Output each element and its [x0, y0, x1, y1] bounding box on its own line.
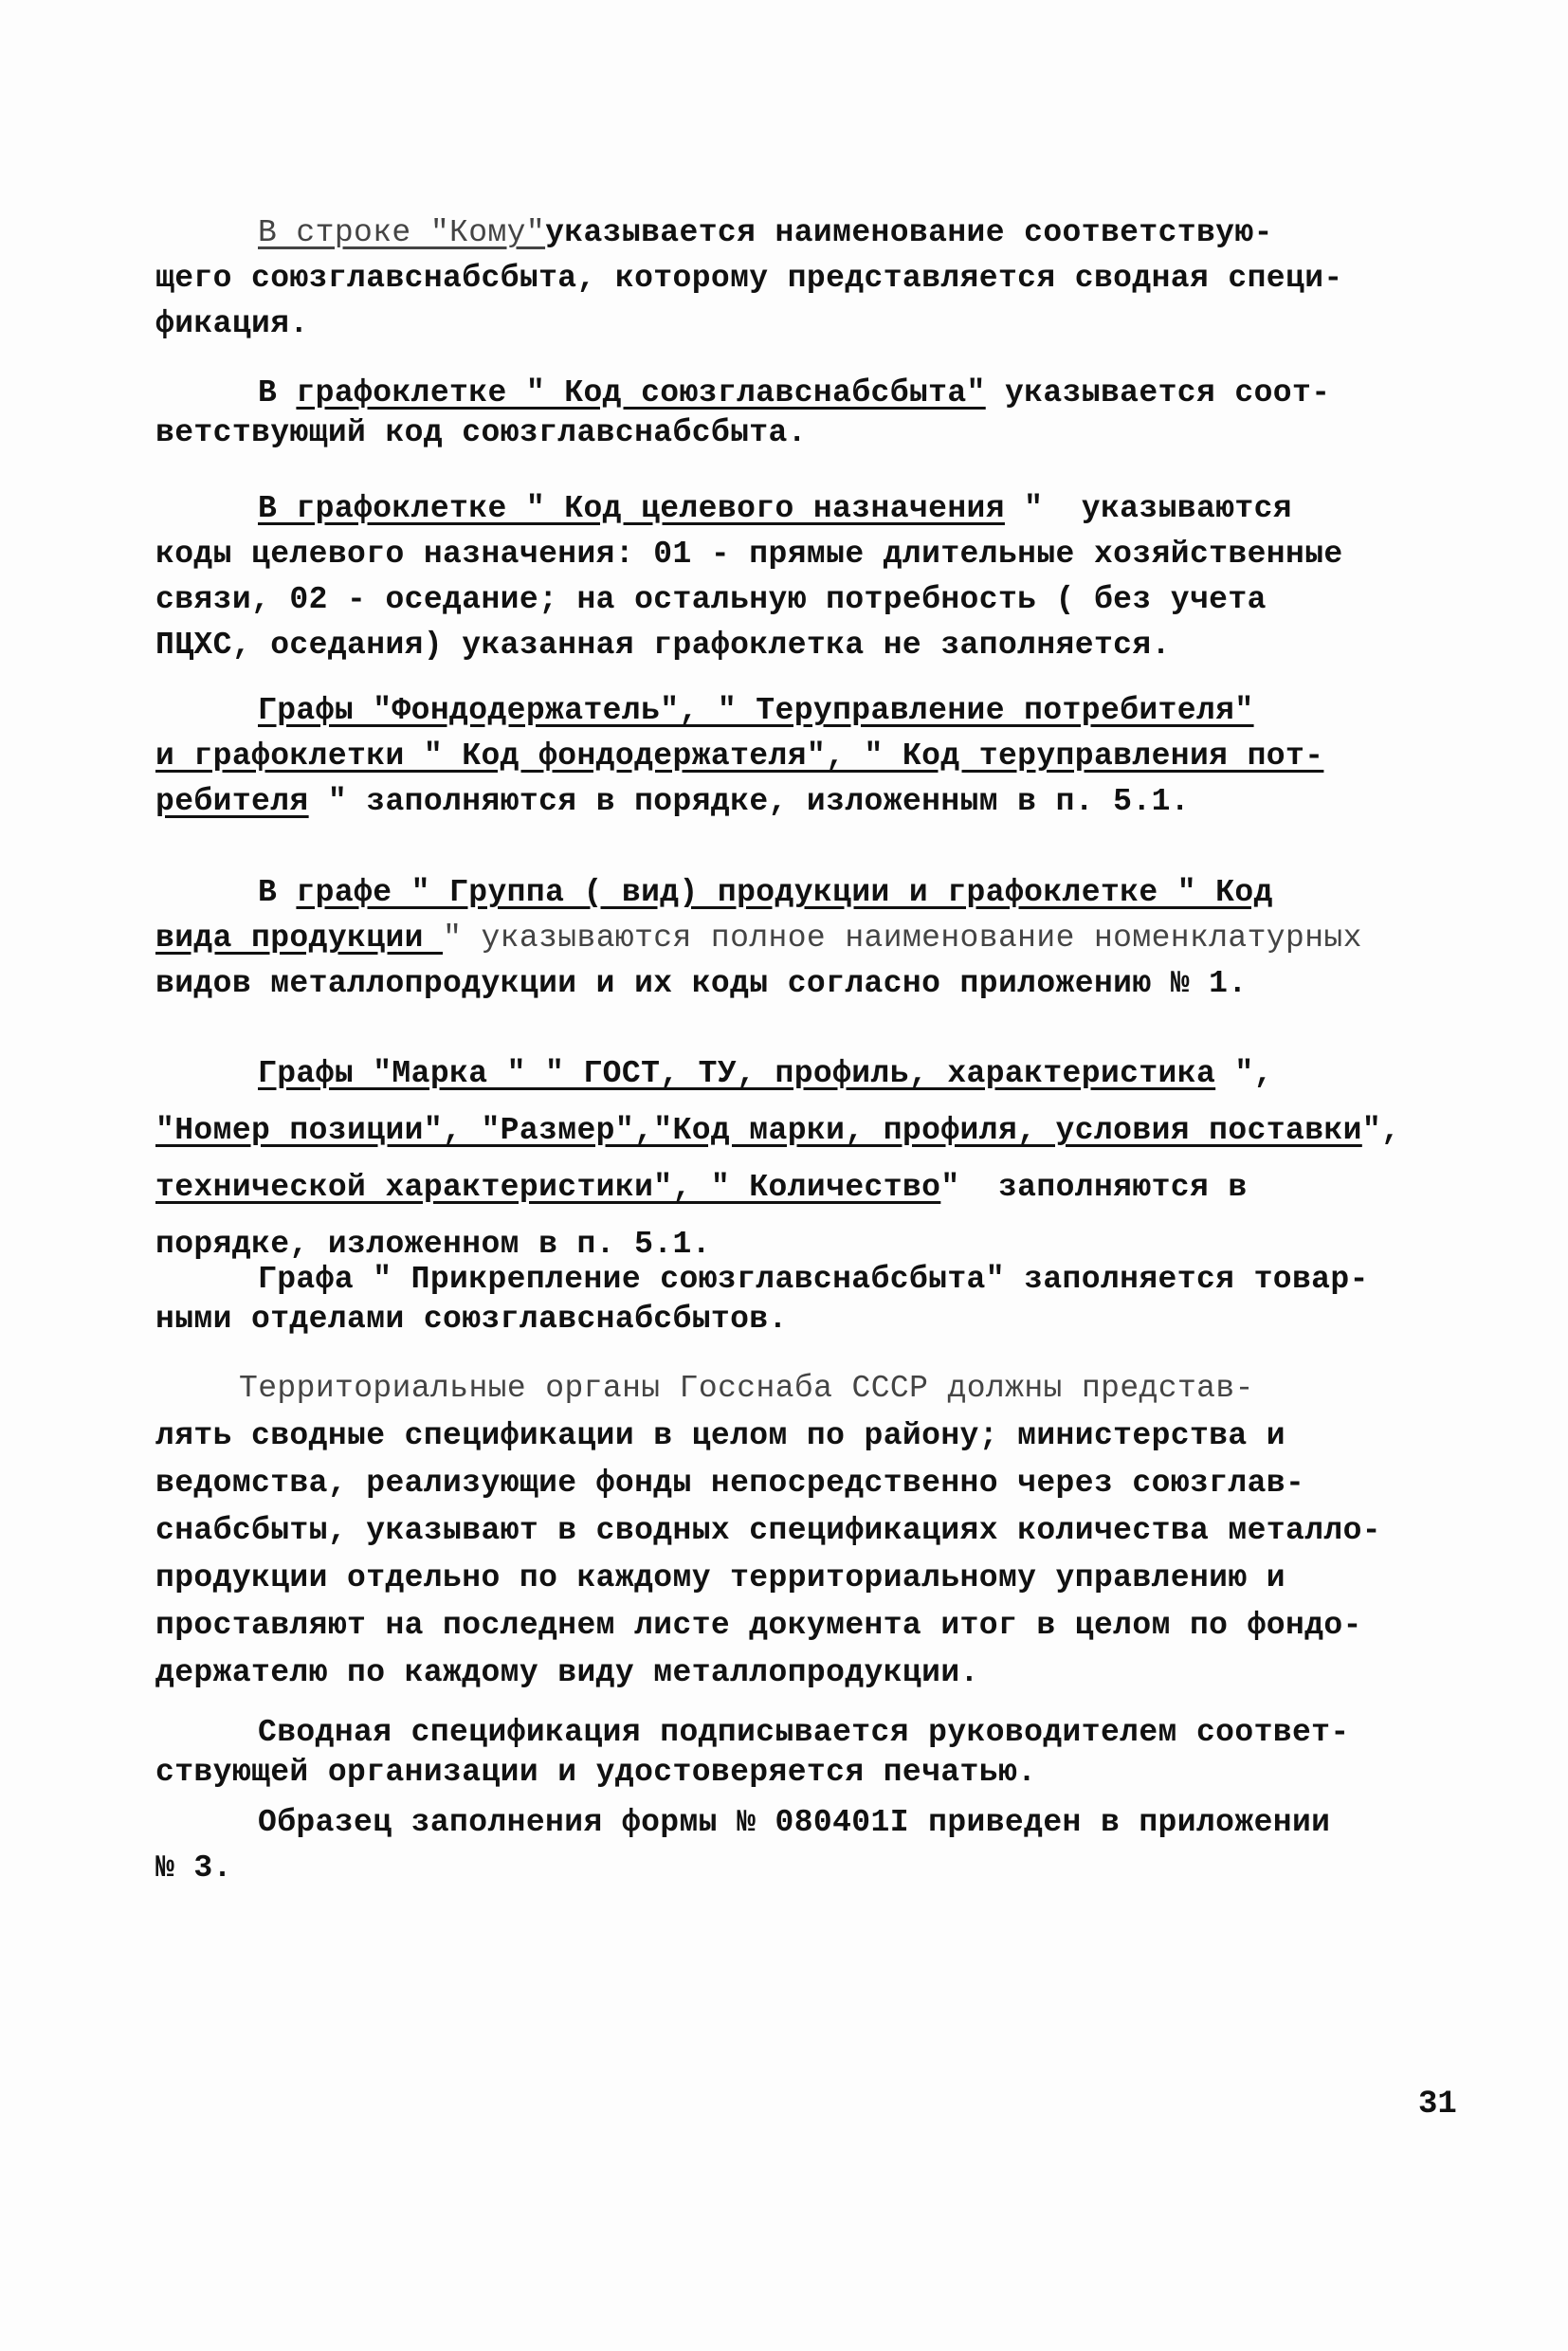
text-segment: фикация.: [155, 306, 309, 341]
text-segment: снабсбыты, указывают в сводных спецификациях количества металло-: [155, 1513, 1382, 1548]
text-segment: " заполняются в порядке, изложенным в п. 5.1.: [308, 784, 1190, 819]
para-marka-line-3: [155, 1169, 1248, 1207]
text-segment: В: [258, 375, 297, 410]
underlined-text: вида продукции: [155, 920, 444, 956]
para-fondoderzhatel-line-3: [155, 783, 1190, 821]
underlined-text: технической характеристики", " Количество: [155, 1170, 941, 1205]
para-marka-line-1: [258, 1055, 1273, 1093]
text-segment: Образец заполнения формы № 080401I приведен в приложении: [258, 1805, 1331, 1840]
text-segment: ",: [1215, 1056, 1273, 1091]
para-territorialnye-line-4: [155, 1512, 1381, 1550]
para-territorialnye-line-1: [239, 1370, 1254, 1408]
para-kod-tselevogo-line-2: [155, 536, 1343, 574]
para-fondoderzhatel-line-2: [155, 738, 1323, 775]
text-segment: связи, 02 - оседание; на остальную потребность ( без учета: [155, 582, 1267, 617]
underlined-text: "Номер позиции", "Размер","Код марки, профиля, условия поставки: [155, 1113, 1362, 1148]
para-kod-tselevogo-line-4: [155, 627, 1171, 665]
para-kod-tselevogo-line-3: [155, 581, 1267, 619]
para-podpisyvaetsya-line-2: [155, 1754, 1036, 1792]
text-segment: Сводная спецификация подписывается руководителем соответ-: [258, 1715, 1350, 1750]
para-prikreplenie-line-2: [155, 1301, 788, 1339]
underlined-text: графе " Группа ( вид) продукции и графоклетке " Код: [296, 875, 1273, 910]
text-segment: проставляют на последнем листе документа итог в целом по фондо-: [155, 1608, 1362, 1643]
text-segment: лять сводные спецификации в целом по району; министерства и: [155, 1418, 1285, 1453]
para-komu-line-3: [155, 305, 309, 343]
text-segment: указывается наименование соответствую-: [545, 215, 1273, 250]
text-segment: ветствующий код союзглавснабсбыта.: [155, 415, 807, 450]
text-segment: № 3.: [155, 1850, 232, 1886]
underlined-text: и графоклетки " Код фондодержателя", " Код теруправления пот-: [155, 738, 1324, 774]
page-number: 31: [1418, 2087, 1457, 2123]
underlined-text: графоклетке " Код союзглавснабсбыта": [296, 375, 986, 410]
para-fondoderzhatel-line-1: [258, 692, 1254, 730]
text-segment: Графа " Прикрепление союзглавснабсбыта" заполняется товар-: [258, 1262, 1369, 1297]
para-komu-line-1: [258, 214, 1273, 252]
text-segment: держателю по каждому виду металлопродукции.: [155, 1655, 979, 1690]
text-segment: ными отделами союзглавснабсбытов.: [155, 1302, 788, 1337]
para-gruppa-vid-line-3: [155, 965, 1248, 1003]
para-obrazets-line-2: [155, 1850, 232, 1887]
underlined-text: Графы "Фондодержатель", " Теруправление потребителя": [258, 693, 1254, 728]
para-kod-tselevogo-line-1: [258, 490, 1292, 528]
underlined-text: В строке "Кому": [258, 215, 546, 250]
para-gruppa-vid-line-2: [155, 920, 1362, 957]
para-territorialnye-line-7: [155, 1654, 979, 1692]
para-kod-soyuzglavsnabsbyta-line-1: [258, 374, 1330, 412]
para-kod-soyuzglavsnabsbyta-line-2: [155, 414, 807, 452]
para-gruppa-vid-line-1: [258, 874, 1273, 912]
para-territorialnye-line-5: [155, 1559, 1285, 1597]
underlined-text: В графоклетке " Код целевого назначения: [258, 491, 1005, 526]
text-segment: коды целевого назначения: 01 - прямые длительные хозяйственные: [155, 537, 1343, 572]
underlined-text: Графы "Марка " " ГОСТ, ТУ, профиль, характеристика: [258, 1056, 1216, 1091]
text-segment: Территориальные органы Госснаба СССР должны представ-: [239, 1371, 1254, 1406]
para-territorialnye-line-2: [155, 1417, 1285, 1455]
text-segment: ведомства, реализующие фонды непосредственно через союзглав-: [155, 1466, 1305, 1501]
text-segment: щего союзглавснабсбыта, которому представляется сводная специ-: [155, 261, 1343, 296]
text-segment: " указываются: [1004, 491, 1292, 526]
para-prikreplenie-line-1: [258, 1261, 1369, 1299]
text-segment: порядке, изложенном в п. 5.1.: [155, 1227, 711, 1262]
para-obrazets-line-1: [258, 1804, 1330, 1842]
para-podpisyvaetsya-line-1: [258, 1714, 1350, 1752]
text-segment: ствующей организации и удостоверяется печатью.: [155, 1755, 1037, 1790]
text-segment: ПЦХС, оседания) указанная графоклетка не заполняется.: [155, 628, 1171, 663]
text-segment: видов металлопродукции и их коды согласно приложению № 1.: [155, 966, 1248, 1001]
text-segment: продукции отдельно по каждому территориальному управлению и: [155, 1560, 1285, 1595]
underlined-text: ребителя: [155, 784, 309, 819]
text-segment: " указываются полное наименование номенклатурных: [443, 920, 1362, 956]
para-territorialnye-line-6: [155, 1607, 1362, 1645]
para-komu-line-2: [155, 260, 1343, 298]
text-segment: В: [258, 875, 297, 910]
text-segment: указывается соот-: [985, 375, 1331, 410]
text-segment: ",: [1361, 1113, 1401, 1148]
para-marka-line-4: [155, 1226, 711, 1264]
para-marka-line-2: [155, 1112, 1400, 1150]
para-territorialnye-line-3: [155, 1465, 1304, 1503]
text-segment: " заполняются в: [940, 1170, 1248, 1205]
